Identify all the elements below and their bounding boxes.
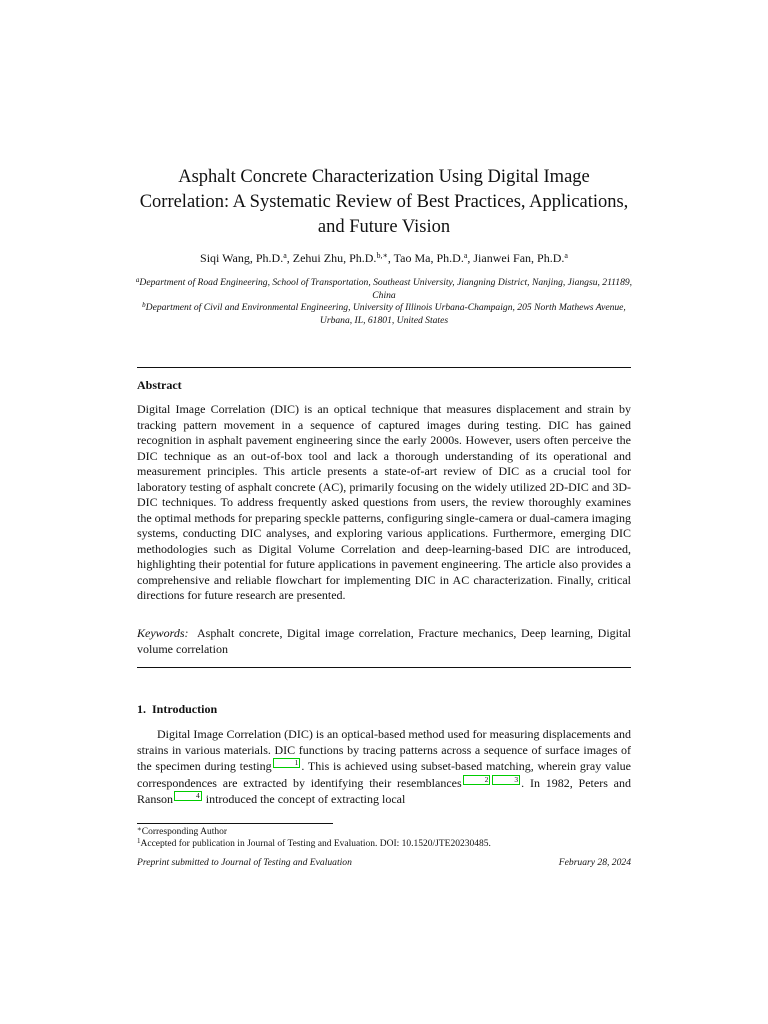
section-heading — [137, 702, 631, 717]
section-number: 1. — [137, 702, 146, 716]
paper-title: Asphalt Concrete Characterization Using Digital Image Correlation: A Systematic Review of Best Practices, Applications, and Future Vision — [139, 167, 629, 237]
citation-link[interactable]: 3 — [492, 775, 520, 785]
affiliation-list — [127, 277, 641, 327]
intro-text: . This is achieved using subset-based matching, wherein gray value correspondences are extracted by identifying their resemblances — [137, 759, 631, 790]
author-affil-mark: b,∗ — [376, 251, 388, 260]
intro-text: . In 1982, Peters and Ranson — [137, 775, 631, 806]
abstract-heading: Abstract — [137, 378, 182, 392]
footnote-mark: ∗ — [137, 825, 142, 833]
author-name: Tao Ma, Ph.D. — [393, 251, 464, 265]
footnotes — [137, 826, 631, 850]
citation-link[interactable]: 4 — [174, 791, 202, 801]
author-affil-mark: a — [564, 251, 568, 260]
footnote — [137, 826, 631, 838]
affiliation-text: Department of Civil and Environmental Engineering, University of Illinois Urbana-Champaign, 205 North Mathews Avenue, Urbana, IL, 61801, United States — [145, 302, 626, 326]
author-affil-mark: a — [463, 251, 468, 260]
section-title: Introduction — [152, 702, 218, 716]
keywords-label: Keywords: — [137, 626, 189, 640]
author-name: Jianwei Fan, Ph.D. — [473, 251, 565, 265]
abstract-top-rule — [137, 367, 631, 368]
footnote-rule — [137, 823, 333, 824]
affiliation-mark: b — [142, 301, 146, 309]
footnote-text: Accepted for publication in Journal of Testing and Evaluation. DOI: 10.1520/JTE20230485. — [140, 839, 491, 849]
intro-paragraph — [137, 726, 631, 807]
footer-journal: Preprint submitted to Journal of Testing and Evaluation — [137, 857, 352, 868]
author-list: Siqi Wang, Ph.D.$^a$, Zehui Zhu, Ph.D.$^{b,∗}$, Tao Ma, Ph.D.$^a$, Jianwei Fan, Ph.D.$^a$ — [200, 251, 568, 265]
citation-link[interactable]: 2 — [463, 775, 491, 785]
affiliation-mark: a — [135, 276, 140, 284]
page-footer — [137, 857, 631, 868]
affiliation-text: Department of Road Engineering, School of Transportation, Southeast University, Jiangning District, Nanjing, Jiangsu, 211189, China — [139, 277, 633, 301]
footnote — [137, 838, 631, 850]
footer-date: February 28, 2024 — [558, 857, 631, 868]
keywords — [137, 626, 631, 657]
author-affil-mark: a — [283, 251, 287, 260]
intro-text: introduced the concept of extracting local — [202, 791, 406, 806]
affiliation — [127, 277, 641, 302]
author-name: Siqi Wang, Ph.D. — [200, 251, 284, 265]
abstract-text: Digital Image Correlation (DIC) is an optical technique that measures displacement and strain by tracking pattern movement in a sequence of captured images during testing. DIC has gained recognition in asphalt pavement engineering since the early 2000s. However, users often perceive the DIC technique as an out-of-box tool and lack a thorough understanding of its operational and measurement principles. This article presents a state-of-art review of DIC as a crucial tool for laboratory testing of asphalt concrete (AC), primarily focusing on the widely utilized 2D-DIC and 3D-DIC techniques. To address frequently asked questions from users, the review thoroughly examines the optimal methods for preparing speckle patterns, configuring single-camera or dual-camera imaging systems, conducting DIC analyses, and exploring various applications. Furthermore, emerging DIC methodologies such as Digital Volume Correlation and deep-learning-based DIC are introduced, highlighting their potential for future applications in pavement engineering. The article also provides a comprehensive and reliable flowchart for implementing DIC in AC characterization. Finally, critical directions for future research are presented. — [137, 402, 631, 602]
abstract-bottom-rule — [137, 667, 631, 668]
affiliation — [127, 302, 641, 327]
intro-text: Digital Image Correlation (DIC) is an optical-based method used for measuring displacements and strains in various materials. DIC functions by tracing patterns across a sequence of surface images of the specimen during testing — [137, 727, 631, 774]
footnote-mark: 1 — [137, 837, 141, 845]
keywords-text: Asphalt concrete, Digital image correlation, Fracture mechanics, Deep learning, Digital volume correlation — [137, 626, 631, 656]
citation-link[interactable]: 1 — [273, 758, 301, 768]
footnote-text: Corresponding Author — [141, 827, 227, 837]
author-name: Zehui Zhu, Ph.D. — [292, 251, 377, 265]
